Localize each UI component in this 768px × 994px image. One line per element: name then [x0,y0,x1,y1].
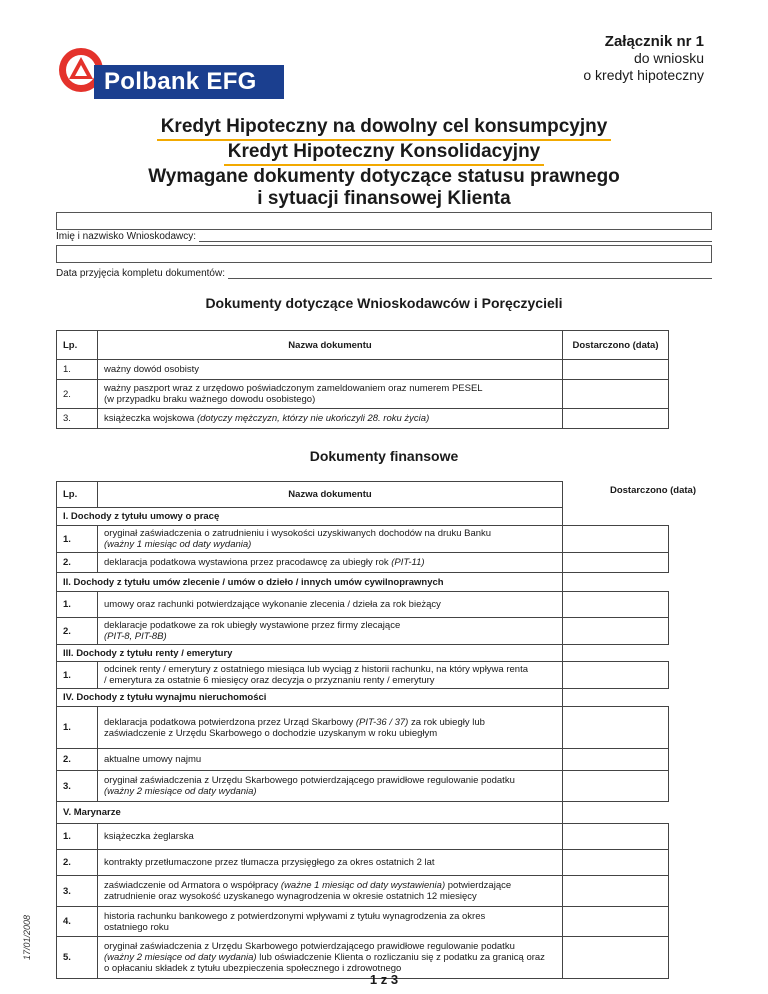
row-text-note: (PIT-8, PIT-8B) [104,631,167,642]
row-text-line2: / emerytura za ostatnie 6 miesięcy oraz decyzja o przyznaniu renty / emerytury [104,675,435,686]
date-field[interactable] [56,245,712,279]
delivered-cell[interactable] [563,360,669,380]
col-lp: Lp. [57,482,98,508]
row-lp: 2. [57,380,98,409]
group-title: I. Dochody z tytułu umowy o pracę [57,508,563,526]
row-lp: 5. [57,937,98,979]
delivered-cell[interactable] [563,850,669,876]
financial-documents-table [56,481,669,979]
row-text: książeczka żeglarska [98,824,563,850]
row-text-note: (ważne 1 miesiąc od daty wystawienia) [280,880,446,891]
row-text-main: deklaracja podatkowa wystawiona przez pracodawcę za ubiegły rok [104,557,389,568]
annex-label [583,33,704,84]
applicant-field[interactable] [56,212,712,242]
row-text-cont: za rok ubiegły lub [410,716,485,728]
row-text-note: (dotyczy mężczyzn, którzy nie ukończyli 28. roku życia) [196,413,430,424]
row-text-main: książeczka wojskowa [104,413,195,424]
personal-documents-table [56,330,669,429]
row-text: aktualne umowy najmu [98,749,563,771]
delivered-cell[interactable] [563,824,669,850]
delivered-cell[interactable] [563,409,669,429]
row-text-line3: o opłacaniu składek z tytułu ubezpieczenia społecznego i zdrowotnego [104,963,402,974]
delivered-cell[interactable] [563,618,669,645]
annex-line2: o kredyt hipoteczny [583,67,704,83]
date-box[interactable] [56,245,712,263]
group-title: II. Dochody z tytułu umów zlecenie / umów o dzieło / innych umów cywilnoprawnych [57,573,563,592]
section2-title: Dokumenty finansowe [309,448,459,464]
date-label: Data przyjęcia kompletu dokumentów: [56,268,225,279]
delivered-cell[interactable] [563,876,669,907]
document-title [0,116,768,210]
row-text-line2: ostatniego roku [104,921,169,933]
title-line-1: Kredyt Hipoteczny na dowolny cel konsumpcyjny [157,116,612,141]
page-number: 1 z 3 [369,972,399,987]
row-text: ważny dowód osobisty [98,360,563,380]
delivered-cell[interactable] [563,526,669,553]
delivered-cell[interactable] [563,771,669,802]
row-text [98,380,563,409]
row-lp: 3. [57,409,98,429]
applicant-line[interactable] [199,235,712,242]
row-lp: 4. [57,907,98,937]
row-text-line1: historia rachunku bankowego z potwierdzonymi wpływami z tytułu wynagrodzenia za okres [104,910,486,922]
col-delivered-2: Dostarczono (data) [609,485,697,496]
section1-title: Dokumenty dotyczące Wnioskodawców i Poręczycieli [205,295,563,311]
row-text-line2: zaświadczenie z Urzędu Skarbowego o dochodzie uzyskanym w roku ubiegłym [104,727,438,739]
row-text-line1: ważny paszport wraz z urzędowo poświadczonym zameldowaniem oraz numerem PESEL [104,383,483,394]
row-lp: 2. [57,553,98,573]
date-line[interactable] [228,272,712,279]
row-text-cont: lub oświadczenie Klienta o rozliczaniu się z podatku za granicą oraz [259,952,545,963]
delivered-cell[interactable] [563,907,669,937]
col-name: Nazwa dokumentu [98,331,563,360]
applicant-label: Imię i nazwisko Wnioskodawcy: [56,231,197,242]
delivered-cell[interactable] [563,707,669,749]
row-lp: 1. [57,360,98,380]
row-text [98,526,563,553]
row-lp: 1. [57,526,98,553]
row-text-line1: oryginał zaświadczenia z Urzędu Skarbowego potwierdzającego prawidłowe regulowanie podatku [104,775,515,786]
group-title: III. Dochody z tytułu renty / emerytury [57,645,563,662]
row-text-line1: oryginał zaświadczenia o zatrudnieniu i wysokości uzyskiwanych dochodów na druku Banku [104,528,492,539]
delivered-cell[interactable] [563,553,669,573]
applicant-box[interactable] [56,212,712,230]
group-title: IV. Dochody z tytułu wynajmu nieruchomości [57,689,563,707]
row-text-note: (ważny 1 miesiąc od daty wydania) [104,539,252,550]
row-text: kontrakty przetłumaczone przez tłumacza przysięgłego za okres ostatnich 2 lat [98,850,563,876]
brand-name: Polbank EFG [94,65,284,99]
row-lp: 2. [57,850,98,876]
row-text-line1: odcinek renty / emerytury z ostatniego miesiąca lub wyciąg z historii rachunku, na który wpływa renta [104,664,528,675]
row-text-line1: deklaracje podatkowe za rok ubiegły wystawione przez firmy zlecające [104,620,401,631]
row-text-line2: zatrudnienie oraz wysokość uzyskanego wynagrodzenia w okresie ostatnich 12 miesięcy [104,891,477,902]
title-line-3: Wymagane dokumenty dotyczące statusu prawnego [148,166,620,187]
row-text-note: (PIT-36 / 37) [355,716,409,728]
row-text [98,907,563,937]
row-lp: 1. [57,824,98,850]
row-lp: 1. [57,592,98,618]
row-lp: 2. [57,749,98,771]
col-lp: Lp. [57,331,98,360]
row-text-main: zaświadczenie od Armatora o współpracy [104,880,279,891]
row-text [98,553,563,573]
row-text-main: deklaracja podatkowa potwierdzona przez Urząd Skarbowy [104,716,354,728]
row-text [98,876,563,907]
delivered-cell[interactable] [563,380,669,409]
annex-title: Załącznik nr 1 [604,33,704,50]
row-text-cont: potwierdzające [447,880,512,891]
row-text-line1: oryginał zaświadczenia z Urzędu Skarbowego potwierdzającego prawidłowe regulowanie podatku [104,941,515,952]
polbank-logo [58,47,284,101]
delivered-cell[interactable] [563,749,669,771]
row-text [98,707,563,749]
row-text-note: (PIT-11) [391,557,425,568]
col-delivered: Dostarczono (data) [563,331,669,360]
row-lp: 2. [57,618,98,645]
row-text: umowy oraz rachunki potwierdzające wykonanie zlecenia / dzieła za rok bieżący [98,592,563,618]
row-text-note: (ważny 2 miesiące od daty wydania) [104,952,257,963]
row-text [98,662,563,689]
group-title: V. Marynarze [57,802,563,824]
row-lp: 1. [57,707,98,749]
row-text-note: (ważny 2 miesiące od daty wydania) [104,786,257,797]
row-text-line2: (w przypadku braku ważnego dowodu osobistego) [104,394,316,405]
col-name: Nazwa dokumentu [98,482,563,508]
annex-line1: do wniosku [633,50,704,66]
side-date: 17/01/2008 [22,914,32,960]
row-text [98,409,563,429]
title-line-4: i sytuacji finansowej Klienta [257,188,511,209]
delivered-cell[interactable] [563,592,669,618]
row-lp: 1. [57,662,98,689]
row-text [98,618,563,645]
title-line-2: Kredyt Hipoteczny Konsolidacyjny [224,141,545,166]
row-lp: 3. [57,771,98,802]
delivered-cell[interactable] [563,662,669,689]
row-lp: 3. [57,876,98,907]
row-text [98,771,563,802]
